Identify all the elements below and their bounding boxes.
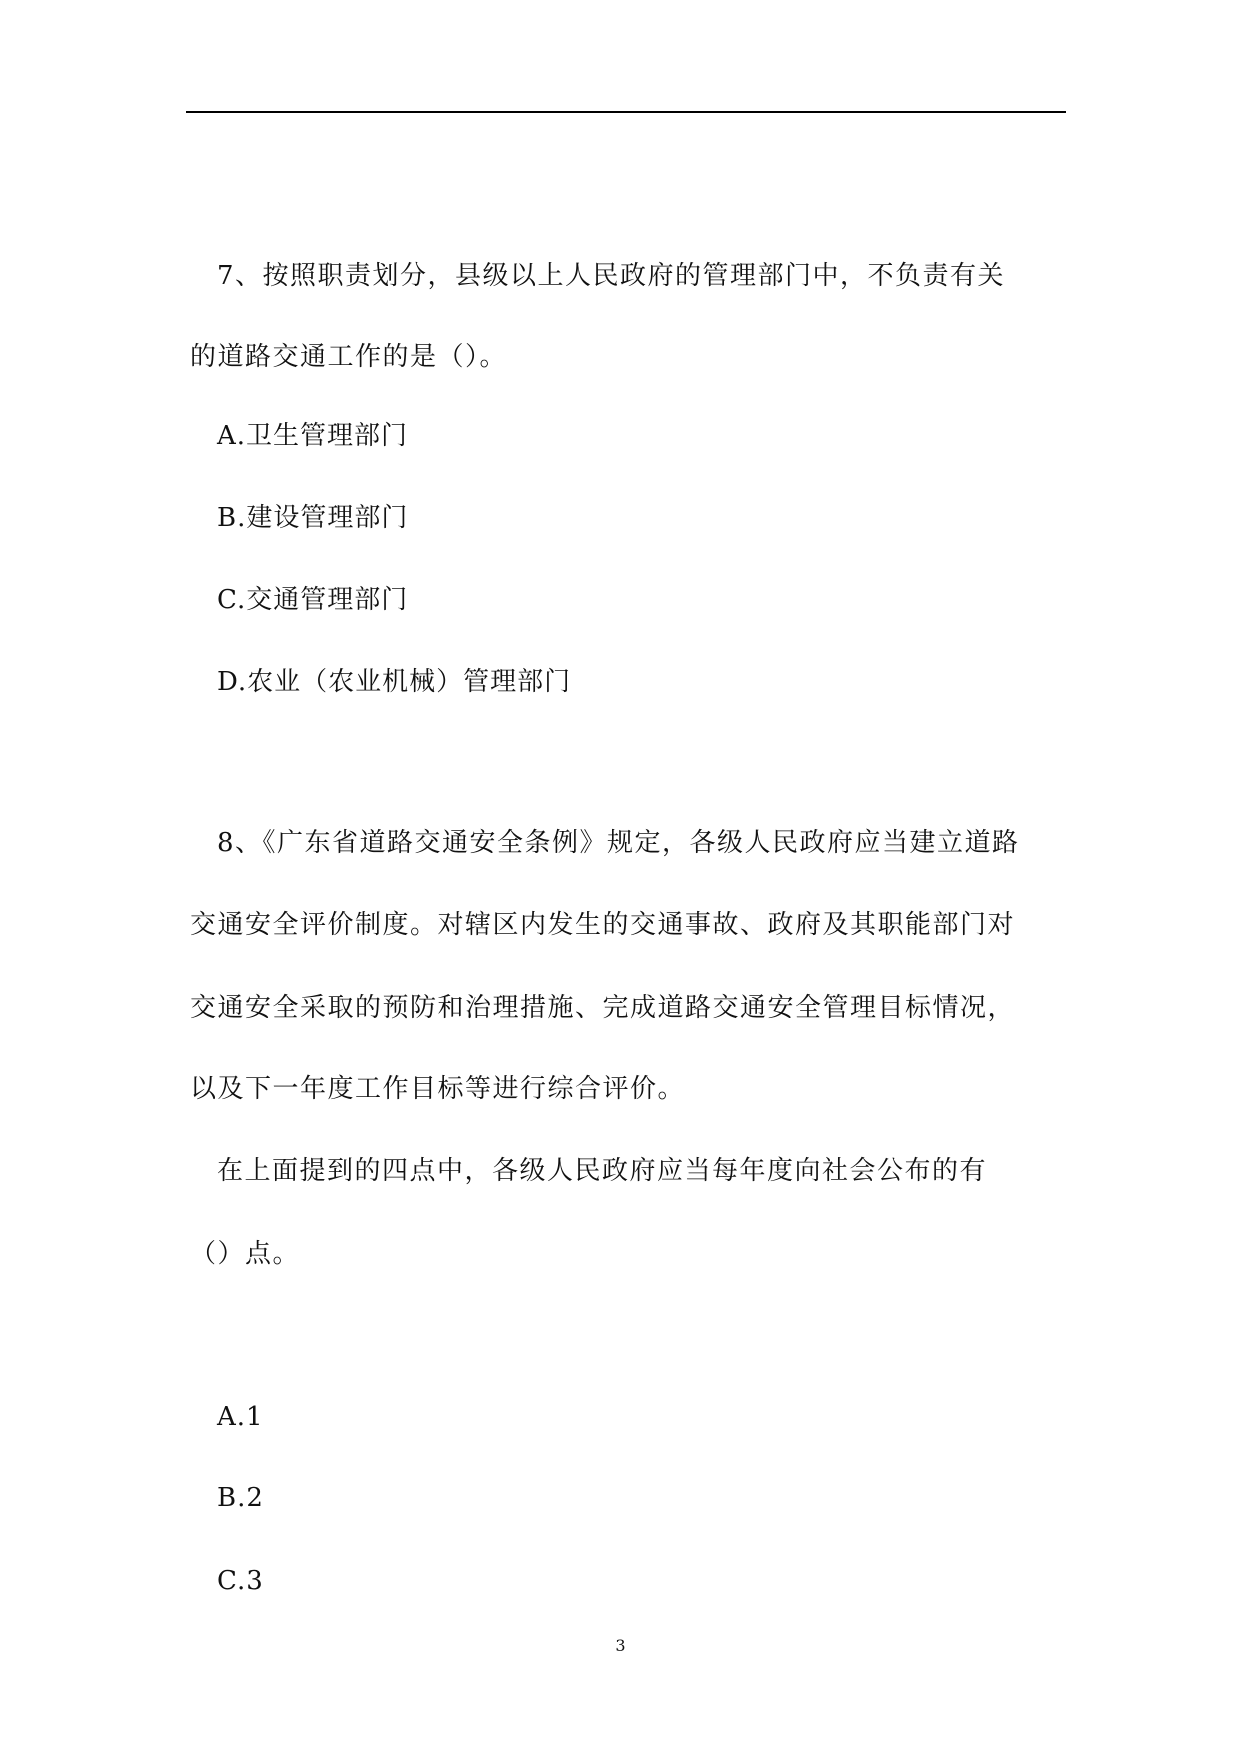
question-8-option-b: B.2 [217, 1483, 264, 1513]
question-7-option-d: D.农业（农业机械）管理部门 [217, 667, 572, 697]
question-7-option-a: A.卫生管理部门 [217, 421, 409, 451]
question-7-stem-line-2: 的道路交通工作的是（）。 [190, 342, 508, 372]
header-rule [186, 111, 1066, 113]
question-7-option-b: B.建设管理部门 [217, 503, 409, 533]
question-7-stem-line-1: 7、按照职责划分，县级以上人民政府的管理部门中，不负责有关 [217, 261, 1006, 291]
question-8-stem-line-2: 交通安全评价制度。对辖区内发生的交通事故、政府及其职能部门对 [190, 910, 1016, 940]
question-8-option-c: C.3 [217, 1566, 264, 1596]
question-8-option-a: A.1 [217, 1402, 264, 1432]
question-8-stem-line-4: 以及下一年度工作目标等进行综合评价。 [190, 1074, 686, 1104]
page-number: 3 [615, 1636, 626, 1655]
question-7-option-c: C.交通管理部门 [217, 585, 409, 615]
question-8-stem-line-3: 交通安全采取的预防和治理措施、完成道路交通安全管理目标情况， [190, 993, 1016, 1023]
question-8-stem-line-6: （）点。 [190, 1239, 301, 1269]
question-8-stem-line-5: 在上面提到的四点中，各级人民政府应当每年度向社会公布的有 [217, 1156, 988, 1186]
question-8-stem-line-1: 8、《广东省道路交通安全条例》规定，各级人民政府应当建立道路 [217, 828, 1020, 858]
